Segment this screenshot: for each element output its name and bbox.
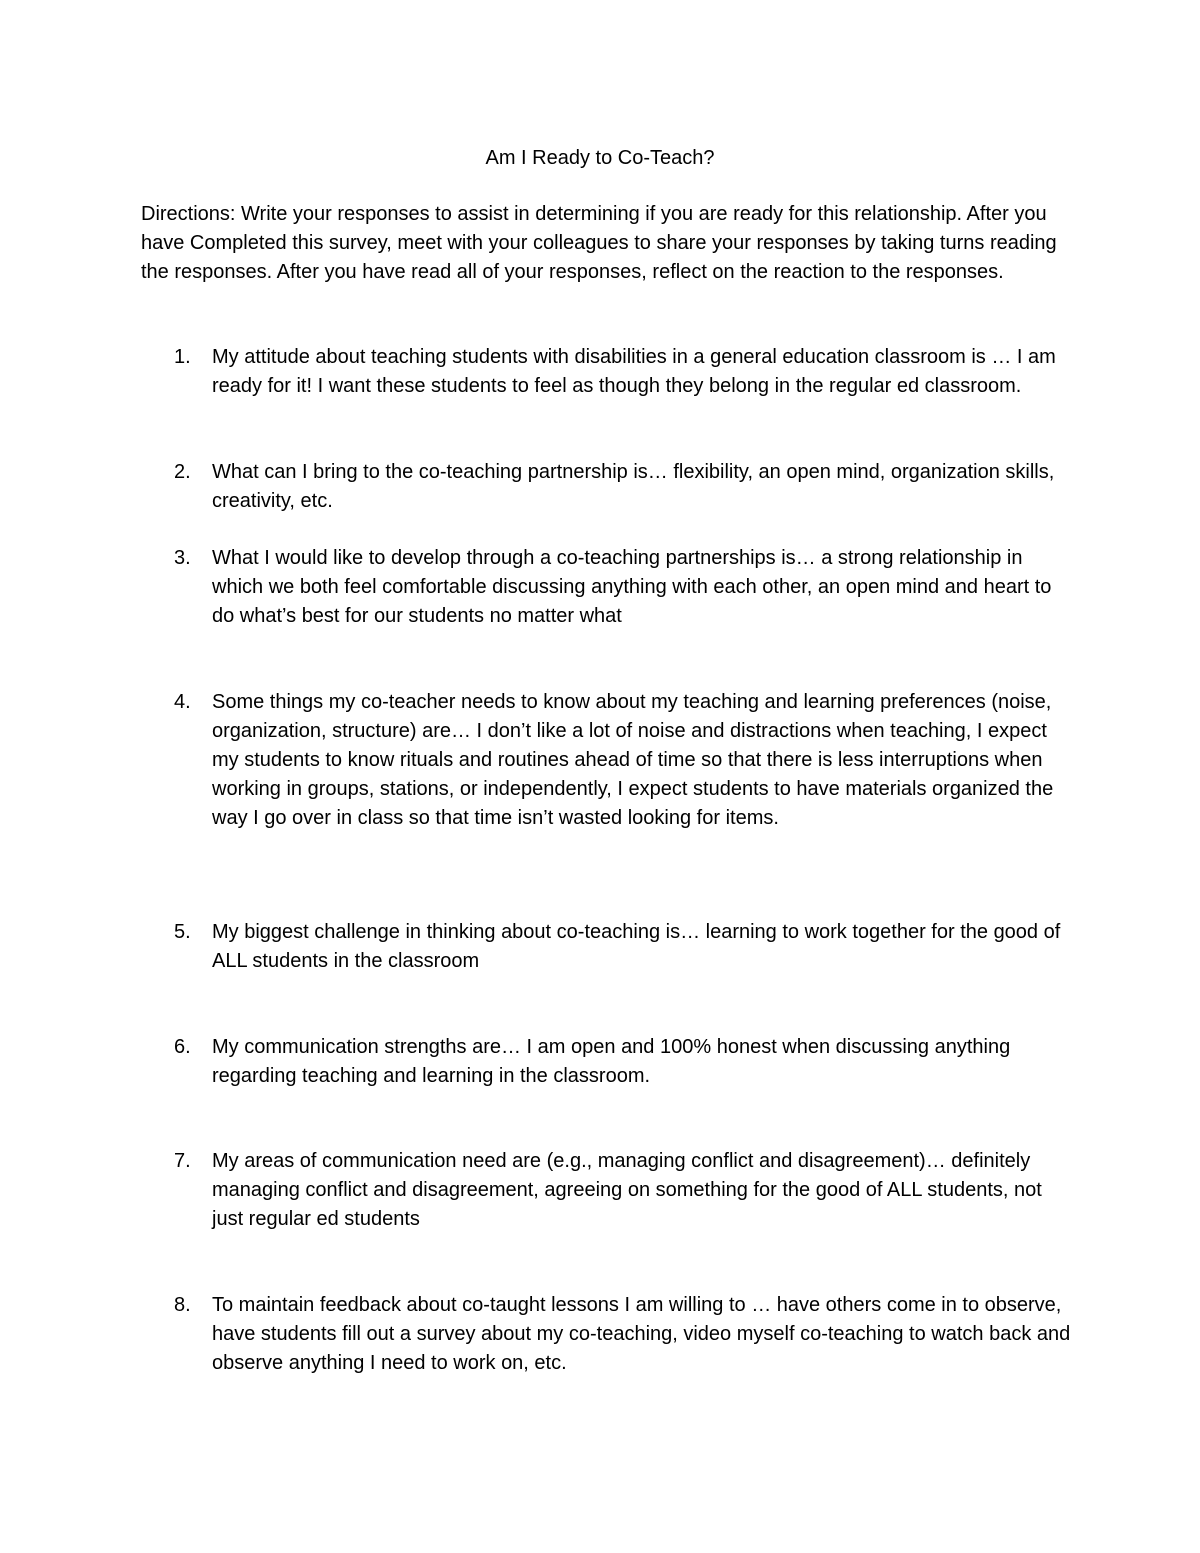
list-item [174, 458, 1074, 516]
list-item [174, 1291, 1074, 1378]
item-text: My attitude about teaching students with disabilities in a general education classroom is … I am ready for it! I want these students to feel as though they belong in the regular ed classroom. [212, 346, 1056, 397]
item-text: To maintain feedback about co-taught lessons I am willing to … have others come in to observe, have students fill out a survey about my co-teaching, video myself co-teaching to watch back and observe anything I need to work on, etc. [212, 1294, 1071, 1374]
item-number: 8. [174, 1294, 191, 1316]
document-title: Am I Ready to Co-Teach? [485, 147, 715, 169]
item-number: 2. [174, 461, 191, 483]
item-text: Some things my co-teacher needs to know about my teaching and learning preferences (noise, organization, structure) are… I don’t like a lot of noise and distractions when teaching, I expect my students to know rituals and routines ahead of time so that there is less interruptions when working in groups, stations, or independently, I expect students to have materials organized the way I go over in class so that time isn’t wasted looking for items. [212, 691, 1054, 829]
list-item [174, 918, 1074, 976]
item-number: 4. [174, 691, 191, 713]
item-number: 7. [174, 1150, 191, 1172]
item-text: What can I bring to the co-teaching partnership is… flexibility, an open mind, organization skills, creativity, etc. [212, 461, 1055, 512]
item-text: My communication strengths are… I am open and 100% honest when discussing anything regarding teaching and learning in the classroom. [212, 1036, 1011, 1087]
list-item [174, 1147, 1074, 1234]
list-item [174, 688, 1074, 833]
item-number: 5. [174, 921, 191, 943]
list-item [174, 544, 1074, 631]
item-number: 6. [174, 1036, 191, 1058]
item-number: 1. [174, 346, 191, 368]
list-item [174, 343, 1074, 401]
item-text: My biggest challenge in thinking about co-teaching is… learning to work together for the good of ALL students in the classroom [212, 921, 1061, 972]
directions-paragraph: Directions: Write your responses to assist in determining if you are ready for this relationship. After you have Completed this survey, meet with your colleagues to share your responses by taking turns reading the responses. After you have read all of your responses, reflect on the reaction to the responses. [141, 203, 1057, 283]
item-text: My areas of communication need are (e.g., managing conflict and disagreement)… definitely managing conflict and disagreement, agreeing on something for the good of ALL students, not just regular ed students [212, 1150, 1042, 1230]
list-item [174, 1033, 1074, 1091]
item-number: 3. [174, 547, 191, 569]
item-text: What I would like to develop through a co-teaching partnerships is… a strong relationship in which we both feel comfortable discussing anything with each other, an open mind and heart to do what’s best for our students no matter what [212, 547, 1052, 627]
